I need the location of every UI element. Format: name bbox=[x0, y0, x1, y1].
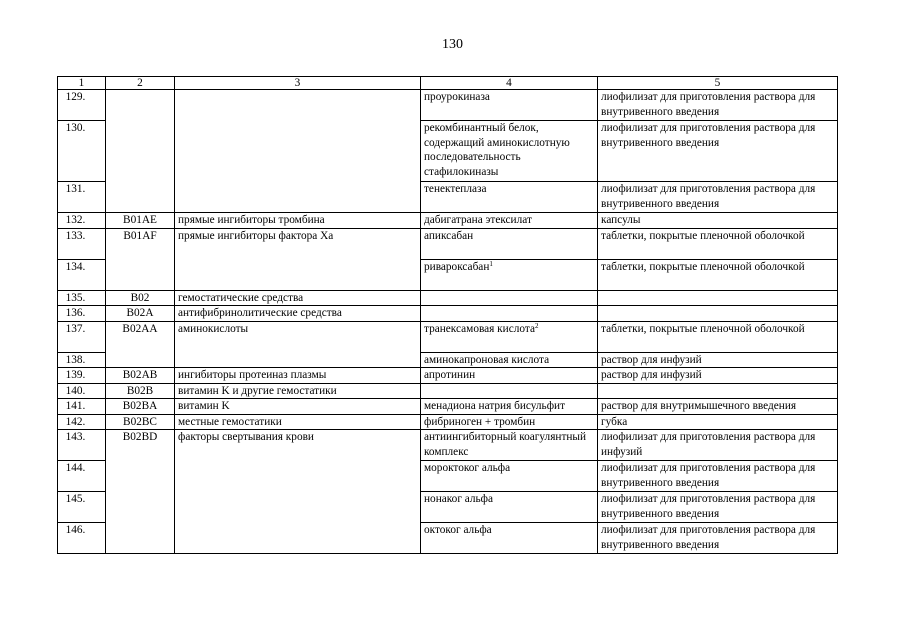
row-number: 142. bbox=[58, 414, 106, 430]
group-name: факторы свертывания крови bbox=[175, 430, 421, 554]
dosage-form bbox=[598, 383, 838, 399]
row-number: 135. bbox=[58, 290, 106, 306]
dosage-form: раствор для внутримышечного введения bbox=[598, 399, 838, 415]
drug-name: аминокапроновая кислота bbox=[421, 352, 598, 368]
row-number: 133. bbox=[58, 228, 106, 259]
footnote-marker: 2 bbox=[534, 321, 539, 330]
group-name: витамин K bbox=[175, 399, 421, 415]
group-name: витамин K и другие гемостатики bbox=[175, 383, 421, 399]
row-number: 130. bbox=[58, 121, 106, 182]
drug-name: октоког альфа bbox=[421, 523, 598, 554]
atc-code: B02 bbox=[106, 290, 175, 306]
row-number: 134. bbox=[58, 259, 106, 290]
table-row bbox=[58, 213, 838, 229]
row-number: 131. bbox=[58, 182, 106, 213]
dosage-form: лиофилизат для приготовления раствора для внутривенного введения bbox=[598, 523, 838, 554]
atc-code: B02B bbox=[106, 383, 175, 399]
drug-name bbox=[421, 306, 598, 322]
group-name: прямые ингибиторы тромбина bbox=[175, 213, 421, 229]
row-number: 136. bbox=[58, 306, 106, 322]
dosage-form: раствор для инфузий bbox=[598, 368, 838, 384]
drug-name bbox=[421, 290, 598, 306]
row-number: 138. bbox=[58, 352, 106, 368]
table-row bbox=[58, 430, 838, 461]
dosage-form: капсулы bbox=[598, 213, 838, 229]
dosage-form: таблетки, покрытые пленочной оболочкой bbox=[598, 321, 838, 352]
drug-name: фибриноген + тромбин bbox=[421, 414, 598, 430]
drug-name: мороктоког альфа bbox=[421, 461, 598, 492]
group-name: гемостатические средства bbox=[175, 290, 421, 306]
atc-code: B02AB bbox=[106, 368, 175, 384]
group-name-cell bbox=[175, 90, 421, 213]
drug-name: рекомбинантный белок, содержащий аминокислотную последовательность стафилокиназы bbox=[421, 121, 598, 182]
row-number: 145. bbox=[58, 492, 106, 523]
drug-name-cell bbox=[421, 321, 598, 352]
footnote-marker: 1 bbox=[489, 259, 493, 268]
dosage-form: раствор для инфузий bbox=[598, 352, 838, 368]
dosage-form: лиофилизат для приготовления раствора для внутривенного введения bbox=[598, 90, 838, 121]
column-header: 1 bbox=[58, 77, 106, 90]
dosage-form bbox=[598, 306, 838, 322]
atc-code: B01AE bbox=[106, 213, 175, 229]
atc-code: B02AA bbox=[106, 321, 175, 368]
row-number: 139. bbox=[58, 368, 106, 384]
dosage-form: лиофилизат для приготовления раствора для внутривенного введения bbox=[598, 492, 838, 523]
row-number: 141. bbox=[58, 399, 106, 415]
atc-code: B02BD bbox=[106, 430, 175, 554]
atc-code: B02BA bbox=[106, 399, 175, 415]
dosage-form: лиофилизат для приготовления раствора для внутривенного введения bbox=[598, 182, 838, 213]
drug-name: транексамовая кислота bbox=[424, 322, 535, 335]
group-name: аминокислоты bbox=[175, 321, 421, 368]
drug-name: антиингибиторный коагулянтный комплекс bbox=[421, 430, 598, 461]
atc-code: B02BC bbox=[106, 414, 175, 430]
table-row bbox=[58, 368, 838, 384]
drug-name: ривароксабан bbox=[424, 260, 490, 273]
dosage-form: таблетки, покрытые пленочной оболочкой bbox=[598, 259, 838, 290]
dosage-form: лиофилизат для приготовления раствора для инфузий bbox=[598, 430, 838, 461]
drug-name bbox=[421, 383, 598, 399]
atc-code: B01AF bbox=[106, 228, 175, 290]
row-number: 144. bbox=[58, 461, 106, 492]
dosage-form: лиофилизат для приготовления раствора для внутривенного введения bbox=[598, 461, 838, 492]
dosage-form: лиофилизат для приготовления раствора для внутривенного введения bbox=[598, 121, 838, 182]
table-row bbox=[58, 399, 838, 415]
table-row bbox=[58, 414, 838, 430]
column-header: 4 bbox=[421, 77, 598, 90]
table-row bbox=[58, 306, 838, 322]
table-row bbox=[58, 228, 838, 259]
drug-name: менадиона натрия бисульфит bbox=[421, 399, 598, 415]
dosage-form: губка bbox=[598, 414, 838, 430]
drug-name: тенектеплаза bbox=[421, 182, 598, 213]
column-header: 2 bbox=[106, 77, 175, 90]
dosage-form bbox=[598, 290, 838, 306]
column-header: 5 bbox=[598, 77, 838, 90]
row-number: 146. bbox=[58, 523, 106, 554]
dosage-form: таблетки, покрытые пленочной оболочкой bbox=[598, 228, 838, 259]
group-name: местные гемостатики bbox=[175, 414, 421, 430]
drug-name: проурокиназа bbox=[421, 90, 598, 121]
drug-name: апротинин bbox=[421, 368, 598, 384]
page-number: 130 bbox=[442, 37, 463, 52]
header-row bbox=[58, 77, 838, 90]
column-header: 3 bbox=[175, 77, 421, 90]
drug-name: дабигатрана этексилат bbox=[421, 213, 598, 229]
drug-name: нонаког альфа bbox=[421, 492, 598, 523]
drug-name-cell bbox=[421, 259, 598, 290]
row-number: 129. bbox=[58, 90, 106, 121]
row-number: 143. bbox=[58, 430, 106, 461]
atc-code: B02A bbox=[106, 306, 175, 322]
table-row bbox=[58, 383, 838, 399]
group-name: антифибринолитические средства bbox=[175, 306, 421, 322]
medicines-table bbox=[57, 76, 838, 554]
group-name: прямые ингибиторы фактора Xa bbox=[175, 228, 421, 290]
table-row bbox=[58, 321, 838, 352]
drug-name: апиксабан bbox=[421, 228, 598, 259]
table-row bbox=[58, 290, 838, 306]
atc-code-cell bbox=[106, 90, 175, 213]
table-row bbox=[58, 90, 838, 121]
row-number: 140. bbox=[58, 383, 106, 399]
row-number: 137. bbox=[58, 321, 106, 352]
group-name: ингибиторы протеиназ плазмы bbox=[175, 368, 421, 384]
row-number: 132. bbox=[58, 213, 106, 229]
